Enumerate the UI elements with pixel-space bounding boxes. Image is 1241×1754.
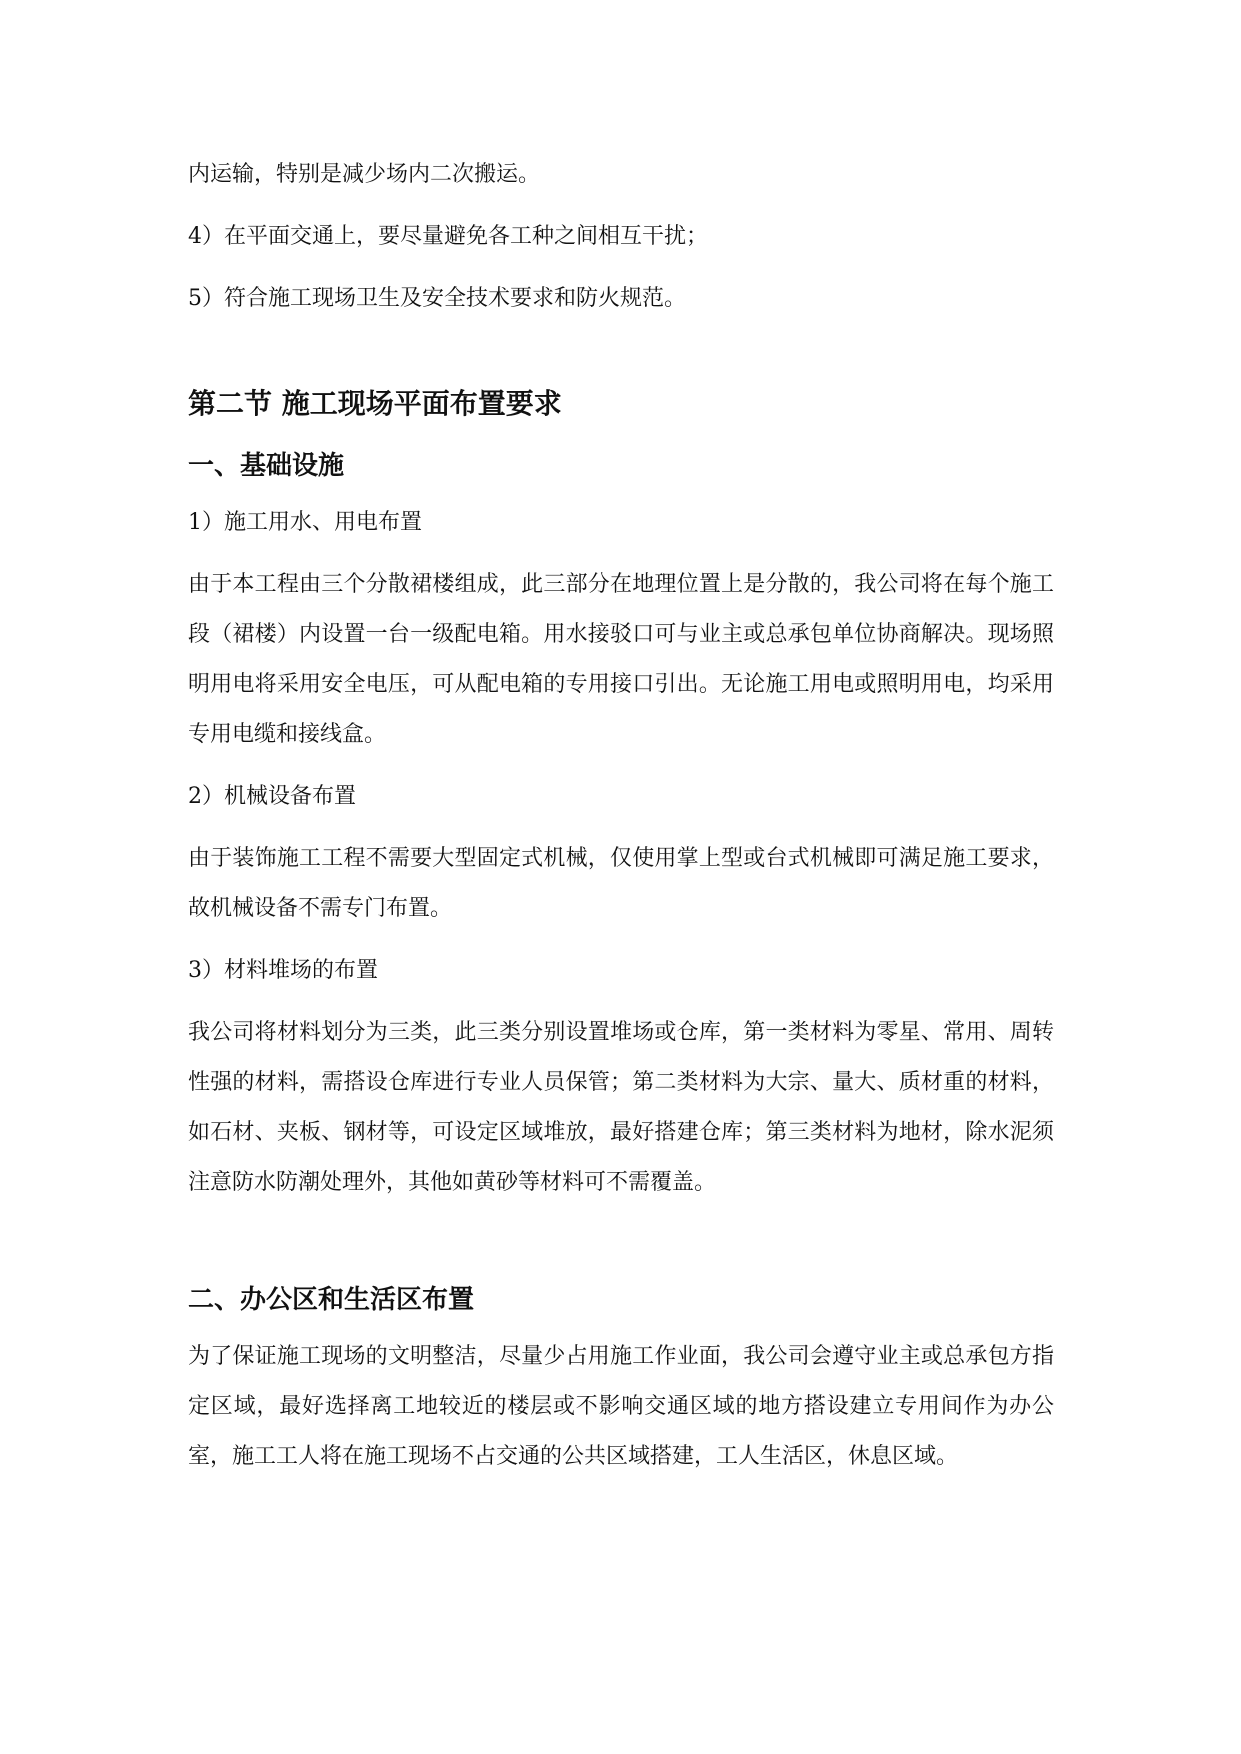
heading-basic-facilities: 一、基础设施 (188, 451, 345, 481)
item-title-water-power: 1）施工用水、用电布置 (188, 510, 422, 535)
section-title: 第二节 施工现场平面布置要求 (188, 387, 562, 420)
text-line-2: 4）在平面交通上，要尽量避免各工种之间相互干扰； (188, 224, 708, 249)
page-content (188, 150, 1054, 1494)
paragraph-water-power: 由于本工程由三个分散裙楼组成，此三部分在地理位置上是分散的，我公司将在每个施工段（裙楼）内设置一台一级配电箱。用水接驳口可与业主或总承包单位协商解决。现场照明用电将采用安全电压，可从配电箱的专用接口引出。无论施工用电或照明用电，均采用专用电缆和接线盒。 (188, 572, 1054, 747)
item-title-machinery: 2）机械设备布置 (188, 784, 356, 809)
item-title-material-yard: 3）材料堆场的布置 (188, 958, 378, 983)
text-line-3: 5）符合施工现场卫生及安全技术要求和防火规范。 (188, 286, 686, 311)
text-line-1: 内运输，特别是减少场内二次搬运。 (188, 162, 541, 187)
paragraph-office-living-area: 为了保证施工现场的文明整洁，尽量少占用施工作业面，我公司会遵守业主或总承包方指定区域，最好选择离工地较近的楼层或不影响交通区域的地方搭设建立专用间作为办公室，施工工人将在施工现场不占交通的公共区域搭建，工人生活区，休息区域。 (188, 1344, 1054, 1469)
paragraph-machinery: 由于装饰施工工程不需要大型固定式机械，仅使用掌上型或台式机械即可满足施工要求，故机械设备不需专门布置。 (188, 846, 1054, 921)
paragraph-material-yard: 我公司将材料划分为三类，此三类分别设置堆场或仓库，第一类材料为零星、常用、周转性强的材料，需搭设仓库进行专业人员保管；第二类材料为大宗、量大、质材重的材料，如石材、夹板、钢材等，可设定区域堆放，最好搭建仓库；第三类材料为地材，除水泥须注意防水防潮处理外，其他如黄砂等材料可不需覆盖。 (188, 1020, 1054, 1195)
heading-office-living-area: 二、办公区和生活区布置 (188, 1285, 475, 1315)
